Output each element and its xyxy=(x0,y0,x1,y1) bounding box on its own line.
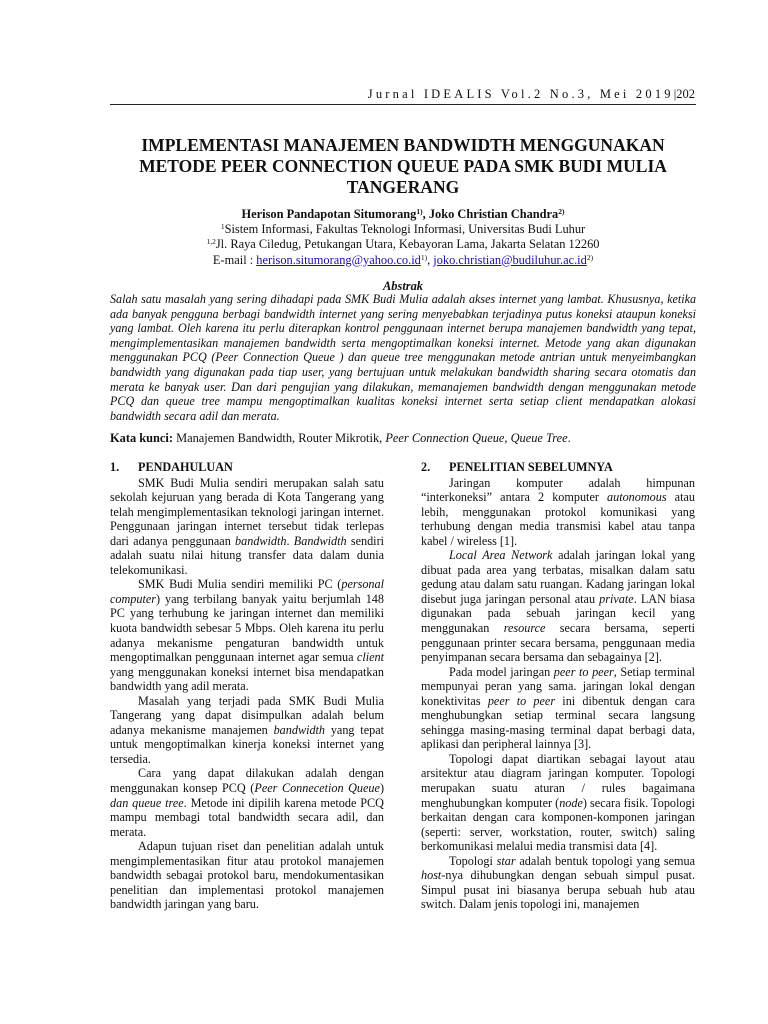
title-line: IMPLEMENTASI MANAJEMEN BANDWIDTH MENGGUNAKAN xyxy=(141,135,665,155)
email-link-1[interactable]: herison.situmorang@yahoo.co.id xyxy=(256,252,421,267)
affiliation-2 xyxy=(110,237,696,252)
italic-run: resource xyxy=(503,621,546,636)
email-line xyxy=(110,253,696,268)
paragraph xyxy=(421,548,695,664)
text-run: , Setiap terminal mempunyai peran yang sama. jaringan lokal dengan konektivitas xyxy=(421,664,695,708)
text-run: . xyxy=(286,533,294,548)
keywords-label: Kata kunci: xyxy=(110,431,173,445)
text-run: Masalah yang terjadi pada SMK Budi Mulia Tangerang yang dapat disimpulkan adalah belum adanya mekanisme manajemen xyxy=(110,693,384,737)
author-1: Herison Pandapotan Situmorang xyxy=(241,207,417,221)
text-run: ) xyxy=(379,781,384,796)
section-title: PENDAHULUAN xyxy=(138,460,233,474)
section-heading-pendahuluan xyxy=(110,460,384,475)
affiliation-1-sup: 1 xyxy=(220,222,225,232)
paragraph xyxy=(110,839,384,912)
text-run: yang tepat untuk mengoptimalkan kinerja koneksi internet yang tersedia. xyxy=(110,722,384,766)
right-column xyxy=(421,460,695,912)
italic-run: peer to peer xyxy=(553,664,614,679)
header-rule xyxy=(110,104,696,105)
page-number: |202 xyxy=(673,87,695,101)
journal-name: Jurnal IDEALIS Vol.2 No.3, Mei 2019 xyxy=(367,87,674,101)
email-label: E-mail : xyxy=(212,252,257,267)
text-run: . Metode ini dipilih karena metode PCQ mampu membagi total bandwidth secara adil, dan merata. xyxy=(110,795,384,839)
affiliation-2-sup: 1,2 xyxy=(206,237,216,247)
italic-run: private xyxy=(599,591,634,606)
title-line: TANGERANG xyxy=(346,177,460,197)
italic-run: star xyxy=(496,853,516,868)
text-run: Topologi dapat diartikan sebagai layout atau arsitektur atau diagram jaringan komputer. Topologi merupakan suatu aturan / rules bagaimana menghubungkan komputer ( xyxy=(421,751,695,810)
italic-run: bandwidth xyxy=(273,722,326,737)
text-run: atau lebih, menggunakan protokol komunikasi yang terhubung dengan media transmisi kabel atau tanpa kabel / wireless [1]. xyxy=(421,490,695,548)
text-run: Pada model jaringan xyxy=(449,664,554,679)
text-run: ) secara fisik. Topologi berkaitan dengan cara komponen-komponen jaringan (seperti: server, workstation, router, switch) saling berkomunikasi melalui media transmisi data [4]. xyxy=(421,795,695,854)
author-separator: , xyxy=(422,207,429,221)
title-line: METODE PEER CONNECTION QUEUE PADA SMK BUDI MULIA xyxy=(139,156,667,176)
email-separator: , xyxy=(427,252,434,267)
italic-run: autonomous xyxy=(607,490,667,505)
paper-title xyxy=(110,135,696,198)
paragraph xyxy=(110,577,384,693)
text-run: adalah jaringan lokal yang dibuat pada area yang terbatas, misalkan dalam satu gedung atau dalam satu ruangan. Kadang jaringan lokal disebut juga jaringan personal atau xyxy=(421,548,695,606)
author-2-sup: 2) xyxy=(558,207,565,216)
italic-run: Bandwidth xyxy=(293,533,347,548)
left-column xyxy=(110,460,384,912)
paragraph xyxy=(421,476,695,549)
italic-run: Local Area Network xyxy=(449,548,553,563)
text-run: adalah bentuk topologi yang semua xyxy=(515,853,695,868)
italic-run: client xyxy=(356,650,384,665)
italic-run: Peer Connecetion Queue xyxy=(254,781,380,796)
keywords-italic: Peer Connection Queue, Queue Tree xyxy=(385,431,568,445)
paragraph xyxy=(421,854,695,912)
abstract-heading: Abstrak xyxy=(383,279,423,293)
keywords xyxy=(110,431,696,446)
email-2-sup: 2) xyxy=(586,252,594,262)
keywords-plain: Manajemen Bandwidth, Router Mikrotik, xyxy=(173,431,386,445)
email-link-2[interactable]: joko.christian@budiluhur.ac.id xyxy=(433,252,587,267)
author-1-sup: 1) xyxy=(416,207,423,216)
text-run: secara bersama, seperti penggunaan printer secara bersama, penggunaan media penyimpanan secara bersama dan sebagainya [2]. xyxy=(421,621,696,665)
abstract-text: Salah satu masalah yang sering dihadapi pada SMK Budi Mulia adalah akses internet yang lambat. Khususnya, ketika ada banyak pengguna berbagi bandwidth internet yang sering menyebabkan terjadinya putus koneksi ataupun koneksi yang lambat. Oleh karena itu perlu diterapkan kontrol penggunaan internet berupa manajemen bandwidth yang tepat, mengimplementasikan manajemen bandwidth serta mengoptimalkan koneksi internet. Metode yang akan digunakan menggunakan PCQ (Peer Connection Queue ) dan queue tree menggunakan metode antrian untuk menyeimbangkan bandwidth yang digunakan pada tiap user, yang bertujuan untuk melakukan bandwidth sharing secara otomatis dan merata ke banyak user. Dan dari pengujian yang dilakukan, memanajemen bandwidth dengan menggunakan metode PCQ dan queue tree mampu mengoptimalkan kualitas koneksi internet serta setiap client mendapatkan alokasi bandwidth secara adil dan merata. xyxy=(110,292,696,423)
affiliation-1-text: Sistem Informasi, Fakultas Teknologi Informasi, Universitas Budi Luhur xyxy=(224,222,586,237)
paragraph xyxy=(110,766,384,839)
section-number: 2. xyxy=(421,460,431,474)
section-heading-penelitian-sebelumnya xyxy=(421,460,695,475)
author-2: Joko Christian Chandra xyxy=(428,207,559,221)
paragraph xyxy=(421,665,695,752)
text-run: SMK Budi Mulia sendiri merupakan salah satu sekolah kejuruan yang berada di Kota Tangerang yang telah mengimplementasikan teknologi jaringan internet. Penggunaan jaringan internet tersebut tidak terlepas dari adanya penggunaan xyxy=(110,475,384,548)
text-run: . LAN biasa digunakan pada sebuah jaringan kecil yang menggunakan xyxy=(421,591,695,636)
paragraph xyxy=(110,694,384,767)
italic-run: dan queue tree xyxy=(110,795,184,810)
text-run: Adapun tujuan riset dan penelitian adalah untuk mengimplementasikan fitur atau protokol manajemen bandwidth sebagai protokol baru, mendokumentasikan penelitian dan implementasi protokol manajemen bandwidth jaringan yang baru. xyxy=(110,839,384,912)
text-run: Jaringan komputer adalah himpunan “interkoneksi” antara 2 komputer xyxy=(421,475,695,505)
text-run: ini dibentuk dengan cara menghubungkan setiap terminal secara langsung sehingga masing-masing terminal dapat berbagi data, aplikasi dan peripheral lainnya [3]. xyxy=(421,693,696,752)
affiliation-2-text: Jl. Raya Ciledug, Petukangan Utara, Kebayoran Lama, Jakarta Selatan 12260 xyxy=(215,237,600,252)
italic-run: node xyxy=(559,795,583,810)
text-run: ) yang terbilang banyak yaitu berjumlah 148 PC yang terhubung ke jaringan internet dan memiliki kuota bandwidth sebesar 5 Mbps. Oleh karena itu perlu adanya mekanisme pengaturan bandwidth untuk mengoptimalkan penggunaan internet agar semua xyxy=(110,591,384,665)
email-1-sup: 1) xyxy=(420,252,428,262)
affiliation-1 xyxy=(110,222,696,237)
section-number: 1. xyxy=(110,460,120,474)
text-run: Cara yang dapat dilakukan adalah dengan menggunakan konsep PCQ ( xyxy=(110,766,384,796)
italic-run: peer to peer xyxy=(487,693,556,708)
section-title: PENELITIAN SEBELUMNYA xyxy=(449,460,613,474)
running-header xyxy=(110,87,695,102)
italic-run: personal computer xyxy=(110,577,384,606)
text-run: sendiri adalah suatu nilai hitung transfer data dalam dunia telekomunikasi. xyxy=(110,533,385,577)
paragraph xyxy=(421,752,695,854)
italic-run: host xyxy=(421,868,442,883)
paragraph xyxy=(110,476,384,578)
author-names xyxy=(110,207,696,222)
text-run: Topologi xyxy=(449,853,497,868)
keywords-end: . xyxy=(567,431,571,445)
italic-run: bandwidth xyxy=(235,533,287,548)
text-run: SMK Budi Mulia sendiri memiliki PC ( xyxy=(138,577,342,592)
author-block xyxy=(110,207,696,268)
text-run: -nya dihubungkan dengan sebuah simpul pusat. Simpul pusat ini biasanya berupa sebuah hub atau switch. Dalam jenis topologi ini, manajemen xyxy=(421,868,695,912)
text-run: yang menggunakan koneksi internet bisa mendapatkan bandwidth yang adil merata. xyxy=(110,664,384,694)
